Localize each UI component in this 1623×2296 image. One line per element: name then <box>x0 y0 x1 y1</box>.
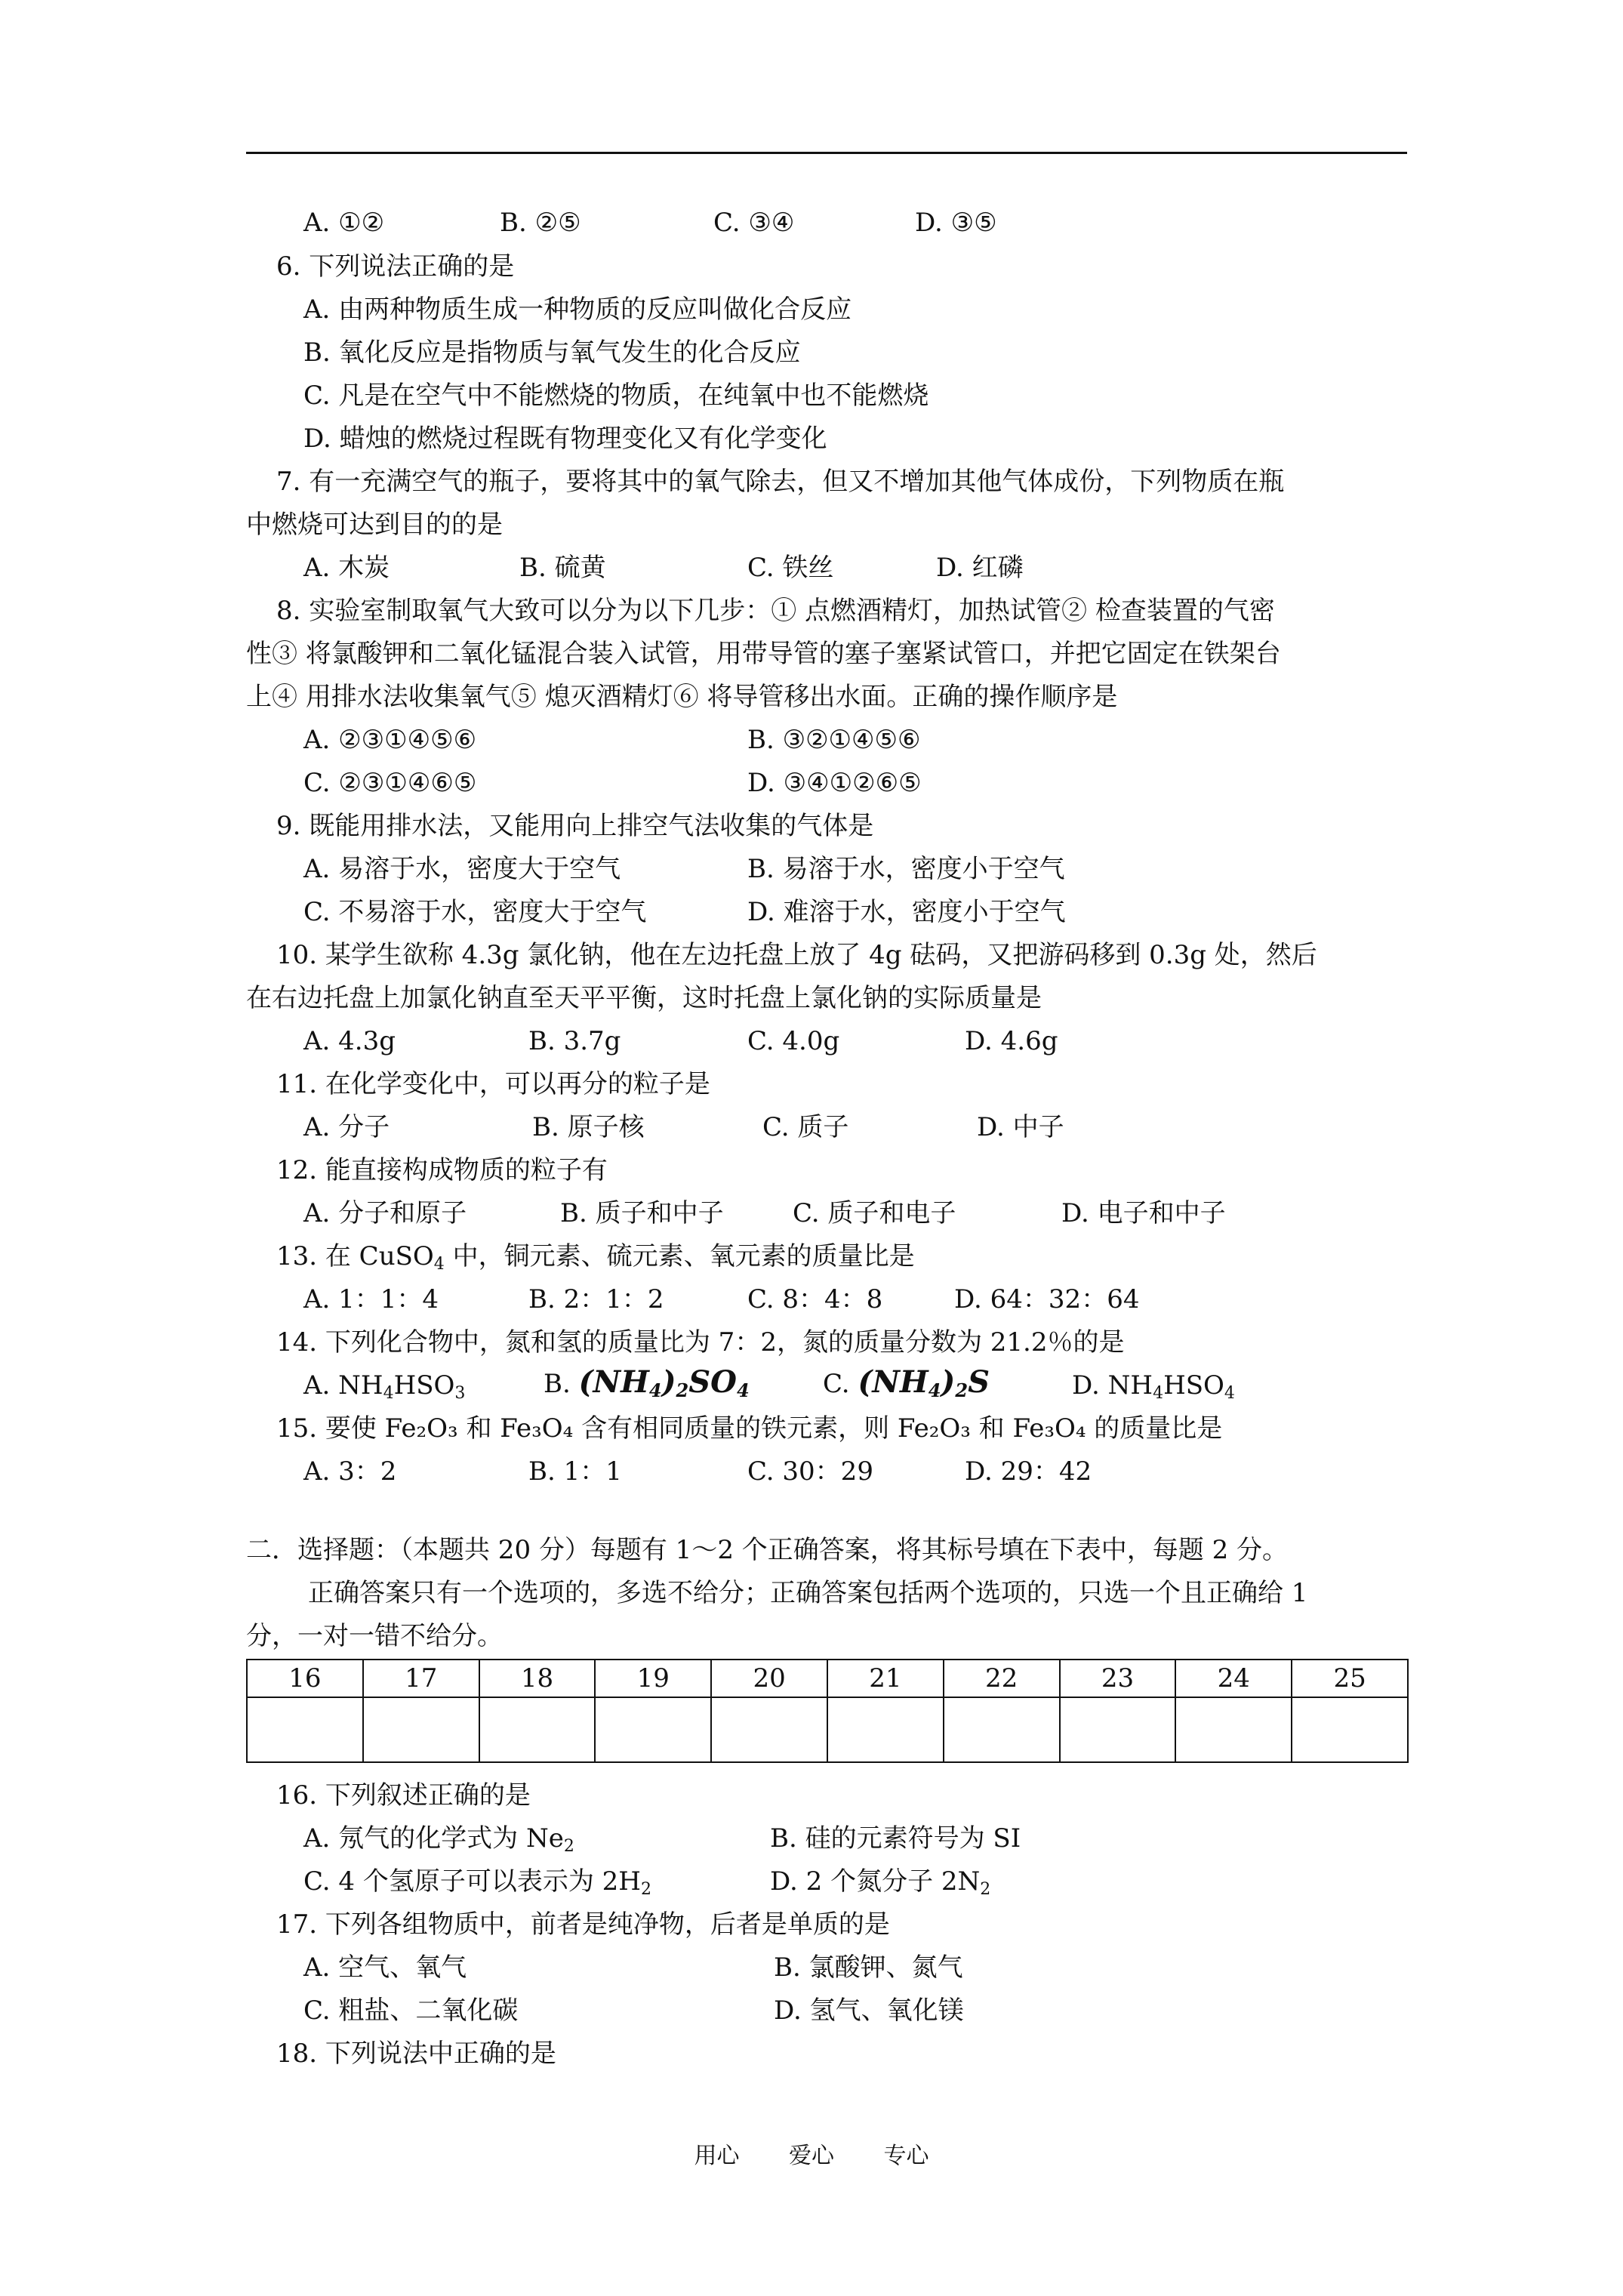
q14-option-d: D. $NH_4HSO_4$ <box>1072 1370 1235 1403</box>
q7-option-a: A. 木炭 <box>303 553 390 583</box>
q15-stem: 15. 要使 Fe₂O₃ 和 Fe₃O₄ 含有相同质量的铁元素，则 Fe₂O₃ 和 Fe₃O₄ 的质量比是 <box>276 1413 1223 1444</box>
q6-stem: 6. 下列说法正确的是 <box>276 251 515 282</box>
q6-option-b: B. 氧化反应是指物质与氧气发生的化合反应 <box>303 337 801 368</box>
q7-option-c: C. 铁丝 <box>747 553 834 583</box>
answer-cell[interactable] <box>1060 1697 1176 1762</box>
q5-option-b: B. ②⑤ <box>500 208 581 238</box>
q7-stem-line-1: 7. 有一充满空气的瓶子，要将其中的氧气除去，但又不增加其他气体成份，下列物质在瓶 <box>276 467 1285 497</box>
answer-cell[interactable] <box>1292 1697 1408 1762</box>
q11-option-c: C. 质子 <box>762 1112 849 1142</box>
q16-option-c: C. 4 个氢原子可以表示为 $2H_2$ <box>303 1866 651 1899</box>
answer-table-header: 21 <box>827 1660 944 1697</box>
answer-table-header: 22 <box>944 1660 1060 1697</box>
q16-stem: 16. 下列叙述正确的是 <box>276 1780 531 1811</box>
answer-cell[interactable] <box>827 1697 944 1762</box>
answer-cell[interactable] <box>363 1697 479 1762</box>
q15-option-c: C. 30：29 <box>747 1456 873 1487</box>
q6-option-c: C. 凡是在空气中不能燃烧的物质，在纯氧中也不能燃烧 <box>303 381 929 411</box>
footer-word: 用心 <box>694 2143 740 2169</box>
q10-option-d: D. 4.6g <box>965 1026 1058 1056</box>
q13-stem: 13. 在 CuSO$_4$ 中，铜元素、硫元素、氧元素的质量比是 <box>276 1241 915 1274</box>
q5-option-d: D. ③⑤ <box>915 208 997 238</box>
q15-option-d: D. 29：42 <box>965 1456 1092 1487</box>
q16-option-a: A. 氖气的化学式为 $Ne_2$ <box>303 1823 574 1856</box>
answer-cell[interactable] <box>944 1697 1060 1762</box>
q12-stem: 12. 能直接构成物质的粒子有 <box>276 1155 608 1185</box>
q13-option-c: C. 8：4：8 <box>747 1284 883 1314</box>
q16-option-d: D. 2 个氮分子 $2N_2$ <box>770 1866 991 1899</box>
q14-option-b: B. $(NH_4)_2SO_4$ <box>544 1364 750 1401</box>
answer-table-header: 19 <box>595 1660 711 1697</box>
q7-option-b: B. 硫黄 <box>519 553 606 583</box>
q10-option-a: A. 4.3g <box>303 1026 396 1056</box>
page-footer <box>0 2137 1623 2170</box>
section2-heading: 二．选择题：（本题共 20 分）每题有 1～2 个正确答案，将其标号填在下表中，每题 2 分。 <box>246 1535 1289 1565</box>
q12-option-c: C. 质子和电子 <box>793 1198 956 1228</box>
section2-rule-line-1: 正确答案只有一个选项的，多选不给分；正确答案包括两个选项的，只选一个且正确给 1 <box>308 1578 1308 1608</box>
q6-option-d: D. 蜡烛的燃烧过程既有物理变化又有化学变化 <box>303 424 827 454</box>
footer-word: 专心 <box>883 2143 929 2169</box>
q8-stem-line-2: 性③ 将氯酸钾和二氧化锰混合装入试管，用带导管的塞子塞紧试管口，并把它固定在铁架台 <box>246 639 1281 669</box>
section2-rule-line-2: 分，一对一错不给分。 <box>246 1621 503 1651</box>
answer-cell[interactable] <box>1175 1697 1292 1762</box>
q11-option-d: D. 中子 <box>977 1112 1064 1142</box>
answer-cell[interactable] <box>247 1697 363 1762</box>
q14-stem: 14. 下列化合物中，氮和氢的质量比为 7：2，氮的质量分数为 21.2％的是 <box>276 1327 1125 1358</box>
header-rule <box>246 152 1407 154</box>
q8-option-a: A. ②③①④⑤⑥ <box>303 725 477 755</box>
q15-option-a: A. 3：2 <box>303 1456 397 1487</box>
q7-stem-line-2: 中燃烧可达到目的的是 <box>246 510 503 540</box>
q5-option-c: C. ③④ <box>713 208 795 238</box>
q7-option-d: D. 红磷 <box>936 553 1024 583</box>
footer-word: 爱心 <box>789 2143 834 2169</box>
q15-option-b: B. 1：1 <box>528 1456 622 1487</box>
answer-cell[interactable] <box>479 1697 596 1762</box>
answer-table <box>246 1659 1409 1763</box>
q9-option-d: D. 难溶于水，密度小于空气 <box>747 897 1066 927</box>
answer-table-header: 17 <box>363 1660 479 1697</box>
q14-option-c: C. $(NH_4)_2S$ <box>823 1364 990 1401</box>
q12-option-a: A. 分子和原子 <box>303 1198 467 1228</box>
answer-cell[interactable] <box>595 1697 711 1762</box>
q6-option-a: A. 由两种物质生成一种物质的反应叫做化合反应 <box>303 294 852 325</box>
q18-stem: 18. 下列说法中正确的是 <box>276 2039 556 2069</box>
q10-option-b: B. 3.7g <box>528 1026 621 1056</box>
answer-table-header: 18 <box>479 1660 596 1697</box>
answer-table-header: 16 <box>247 1660 363 1697</box>
q8-option-d: D. ③④①②⑥⑤ <box>747 768 922 798</box>
q14-option-a: A. $NH_4HSO_3$ <box>303 1370 466 1403</box>
q13-option-a: A. 1：1：4 <box>303 1284 439 1314</box>
q10-option-c: C. 4.0g <box>747 1026 840 1056</box>
answer-cell[interactable] <box>711 1697 827 1762</box>
q17-option-d: D. 氢气、氧化镁 <box>774 1996 964 2026</box>
q9-option-b: B. 易溶于水，密度小于空气 <box>747 854 1065 884</box>
q9-option-a: A. 易溶于水，密度大于空气 <box>303 854 621 884</box>
answer-table-header: 25 <box>1292 1660 1408 1697</box>
q11-option-b: B. 原子核 <box>532 1112 645 1142</box>
q13-option-b: B. 2：1：2 <box>528 1284 664 1314</box>
q16-option-b: B. 硅的元素符号为 SI <box>770 1823 1021 1854</box>
q17-stem: 17. 下列各组物质中，前者是纯净物，后者是单质的是 <box>276 1909 890 1940</box>
q17-option-b: B. 氯酸钾、氮气 <box>774 1952 963 1983</box>
q12-option-b: B. 质子和中子 <box>560 1198 724 1228</box>
q8-option-c: C. ②③①④⑥⑤ <box>303 768 477 798</box>
q17-option-c: C. 粗盐、二氧化碳 <box>303 1996 519 2026</box>
answer-table-header: 20 <box>711 1660 827 1697</box>
q5-option-a: A. ①② <box>303 208 385 238</box>
answer-table-header: 24 <box>1175 1660 1292 1697</box>
answer-table-header: 23 <box>1060 1660 1176 1697</box>
q8-stem-line-1: 8. 实验室制取氧气大致可以分为以下几步：① 点燃酒精灯，加热试管② 检查装置的气密 <box>276 596 1275 626</box>
q10-stem-line-1: 10. 某学生欲称 4.3g 氯化钠，他在左边托盘上放了 4g 砝码，又把游码移到 0.3g 处，然后 <box>276 940 1317 970</box>
q17-option-a: A. 空气、氧气 <box>303 1952 467 1983</box>
q11-option-a: A. 分子 <box>303 1112 390 1142</box>
q8-option-b: B. ③②①④⑤⑥ <box>747 725 921 755</box>
q9-option-c: C. 不易溶于水，密度大于空气 <box>303 897 647 927</box>
q12-option-d: D. 电子和中子 <box>1061 1198 1226 1228</box>
q9-stem: 9. 既能用排水法，又能用向上排空气法收集的气体是 <box>276 811 874 841</box>
q8-stem-line-3: 上④ 用排水法收集氧气⑤ 熄灭酒精灯⑥ 将导管移出水面。正确的操作顺序是 <box>246 682 1118 712</box>
q13-option-d: D. 64：32：64 <box>954 1284 1140 1314</box>
q10-stem-line-2: 在右边托盘上加氯化钠直至天平平衡，这时托盘上氯化钠的实际质量是 <box>246 983 1042 1013</box>
q11-stem: 11. 在化学变化中，可以再分的粒子是 <box>276 1069 710 1099</box>
